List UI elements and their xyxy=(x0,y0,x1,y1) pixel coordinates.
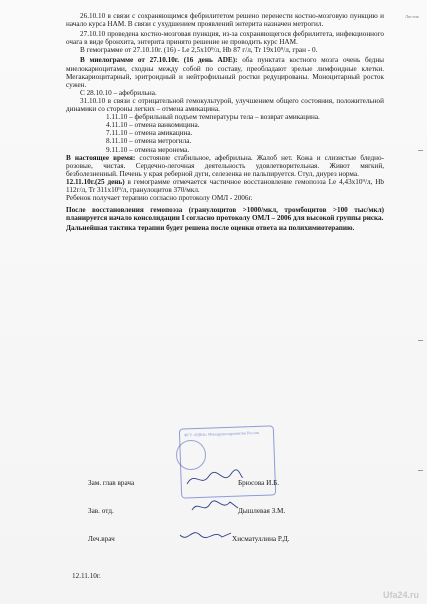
document-paragraph: После восстановления гемопоэза (гранулоцитов >1000/мкл, тромбоцитов >100 тыс/мкл) планируется начало консолидации I согласно протоколу ОМЛ – 2006 для высокой группы риска. xyxy=(66,206,384,223)
signature-scribble-3 xyxy=(178,525,233,543)
signature-scribble-1 xyxy=(185,468,245,490)
document-body xyxy=(66,12,384,232)
signature-role-1: Зам. глав врача xyxy=(88,479,135,487)
document-paragraph: 31.10.10 в связи с отрицательной гемокультурой, улучшением общего состояния, положительной динамики со стороны легких – отмена амикацина. xyxy=(66,96,384,114)
paragraph-heading: В миелограмме от 27.10.10г. (16 день ADE): xyxy=(80,56,238,65)
corner-note: Листик xyxy=(404,14,419,19)
document-paragraph: В миелограмме от 27.10.10г. (16 день ADE): оба пунктата костного мозга очень бедны миелокариоцитами, сходны между собой по составу, преобладают зрелые лимфоидные клетки. Мегакариоцитарный, эритроидный и нейтрофильный ростки редуцированы. Моноцитарный росток сужен. xyxy=(66,56,384,89)
document-paragraph: 12.11.10г.(25 день) в гемограмме отмечается частичное восстановление гемопоэза Le 4,43x10⁹/л, Hb 112г/л, Tr 311x10⁹/л, гранулоцитов 370/мкл. xyxy=(66,177,384,194)
document-paragraph: 4.11.10 – отмена ванкомицина. xyxy=(106,121,200,130)
stamp-circle-icon xyxy=(176,440,206,470)
document-paragraph: Ребенок получает терапию согласно протоколу ОМЛ - 2006г. xyxy=(66,194,253,203)
paragraph-heading: В настоящее время: xyxy=(66,153,136,162)
signature-scribble-2 xyxy=(190,498,240,516)
scan-edge-mark xyxy=(418,150,423,151)
document-paragraph: 1.11.10 – фебрильный подъем температуры тела – возврат амикацина. xyxy=(106,113,320,122)
document-paragraph: 9.11.10 – отмена меронема. xyxy=(106,145,190,154)
document-paragraph: 27.10.10 проведена костно-мозговая пункция, из-за сохраняющегося фебрилитета, инфекционного очага в виде бронхита, энтерита принято решение не проводить курс НАМ. xyxy=(66,30,384,47)
signature-name-3: Хисматуллина Р.Д. xyxy=(232,535,290,543)
document-paragraph: 7.11.10 – отмена амикацина. xyxy=(106,129,193,138)
document-paragraph: 26.10.10 в связи с сохраняющимся фебрилитетом решено перенести костно-мозговую пункцию и начало курса НАМ. В связи с ухудшением проявлений энтерита назначен метрогил. xyxy=(66,12,384,29)
paragraph-heading: 12.11.10г.(25 день) xyxy=(66,177,125,186)
scan-edge-mark xyxy=(418,470,423,471)
scan-edge-mark xyxy=(418,340,423,341)
document-paragraph: Дальнейшая тактика терапии будет решена после оценки ответа на полихимиотерапию. xyxy=(66,224,355,233)
document-paragraph: В гемограмме от 27.10.10г. (16) - Le 2,5x10⁹/л, Hb 87 г/л, Tr 19x10⁹/л, гран - 0. xyxy=(80,46,318,55)
signature-role-3: Леч.врач xyxy=(88,535,115,543)
document-date: 12.11.10г. xyxy=(72,572,101,580)
document-paragraph: В настоящее время: состояние стабильное, афебрильна. Жалоб нет. Кожа и слизистые бледно-розовые, чистая. Сердечно-легочная деятельность удовлетворительная. Живот мягкий, безболезненный. Печень у края реберной дуги, селезенка не пальпируется. Стул, диурез норма. xyxy=(66,153,384,178)
site-watermark: Ufa24.ru xyxy=(382,590,419,600)
signature-name-1: Брюсова И.Б. xyxy=(238,479,280,487)
signature-name-2: Дышлевая З.М. xyxy=(238,507,286,515)
stamp-text: ФГУ «РДКБ» Минздравсоцразвития России xyxy=(183,429,260,438)
signature-role-2: Зав. отд. xyxy=(88,507,114,515)
document-paragraph: С 28.10.10 – афебрильна. xyxy=(80,88,157,97)
document-paragraph: 8.11.10 – отмена метрогила. xyxy=(106,137,192,146)
